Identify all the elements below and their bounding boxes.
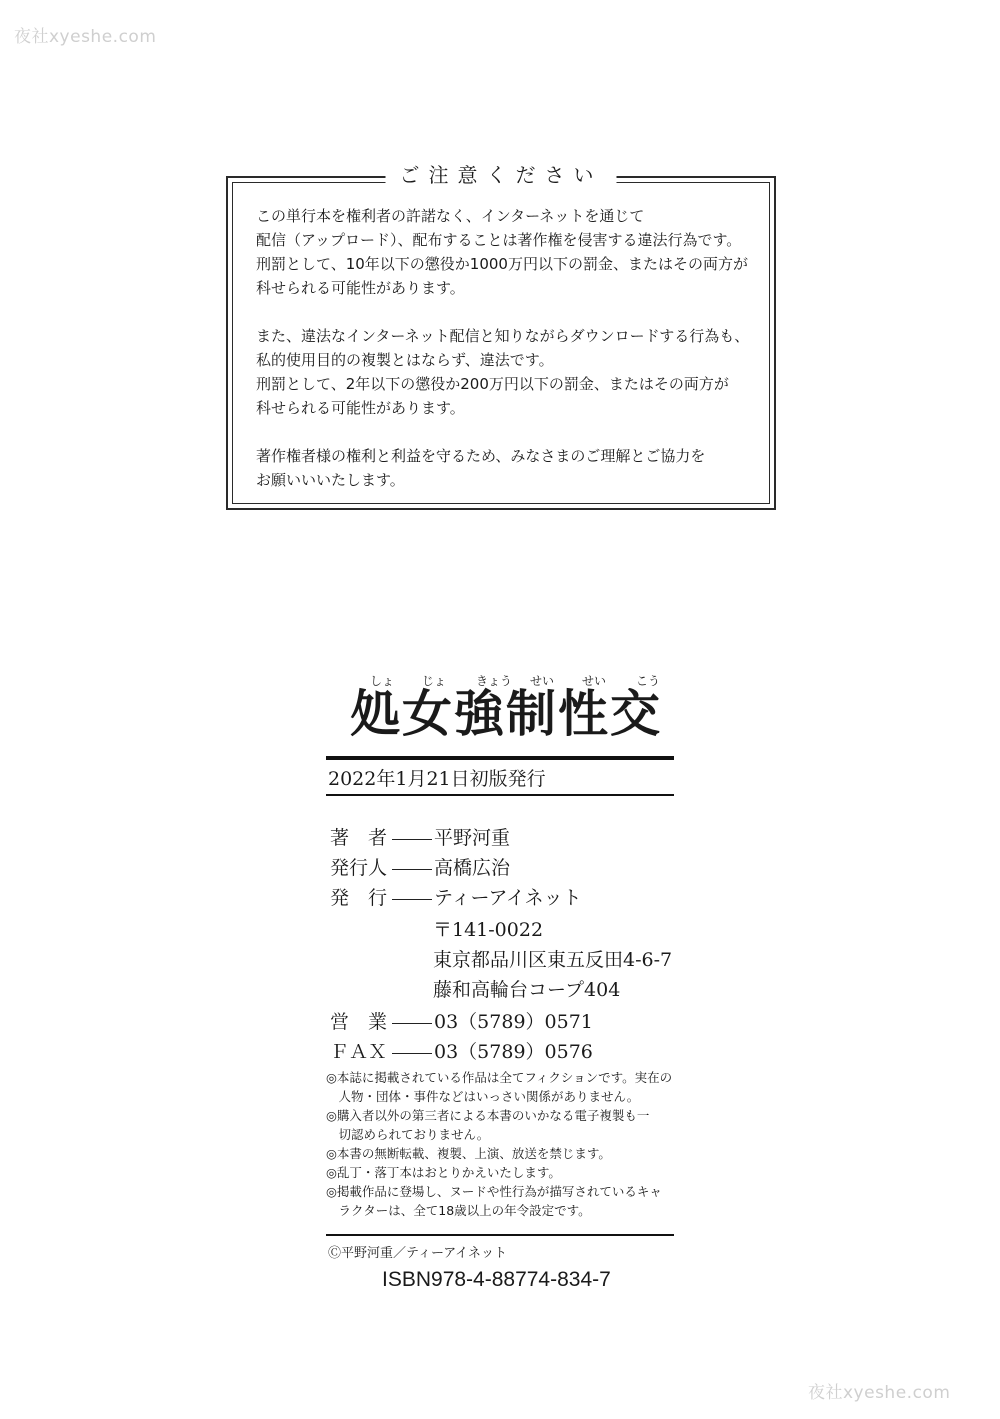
note-line: ◎本誌に掲載されている作品は全てフィクションです。実在の: [326, 1070, 673, 1085]
notice-line: 科せられる可能性があります。: [256, 279, 465, 297]
fax-row: [330, 1040, 593, 1064]
address-line-2: 藤和高輪台コープ404: [433, 979, 621, 1001]
edition-rule: [326, 794, 674, 796]
author-name: 平野河重: [434, 827, 511, 849]
address-line-1: 東京都品川区東五反田4-6-7: [433, 949, 673, 971]
sales-label: 営 業: [330, 1011, 388, 1033]
publisher-person-name: 高橋広治: [434, 857, 511, 879]
note-line: ◎購入者以外の第三者による本書のいかなる電子複製も一: [326, 1108, 650, 1123]
ruby-text: こう: [636, 674, 661, 688]
dash-line: [392, 869, 432, 870]
isbn: ISBN978-4-88774-834-7: [382, 1268, 611, 1291]
watermark-top: 夜社xyeshe.com: [14, 27, 157, 47]
watermark-bottom: 夜社xyeshe.com: [808, 1383, 951, 1403]
dash-line: [392, 1023, 432, 1024]
notice-box: [226, 163, 776, 510]
note-line: ◎掲載作品に登場し、ヌードや性行為が描写されているキャ: [326, 1184, 662, 1199]
note-line: ◎本書の無断転載、複製、上演、放送を禁じます。: [326, 1146, 611, 1161]
publisher-label: 発 行: [330, 887, 388, 909]
publisher-person-row: [330, 856, 510, 880]
notice-title: ご注意ください: [386, 163, 617, 187]
notes-rule: [326, 1234, 674, 1236]
note-line: ◎乱丁・落丁本はおとりかえいたします。: [326, 1165, 561, 1180]
notice-line: 刑罰として、2年以下の懲役か200万円以下の罰金、またはその両方が: [256, 375, 729, 393]
ruby-text: せい: [530, 674, 555, 688]
title-rule: [326, 756, 674, 760]
copyright: Ⓒ平野河重／ティーアイネット: [328, 1246, 508, 1261]
notice-line: 刑罰として、10年以下の懲役か1000万円以下の罰金、またはその両方が: [256, 255, 748, 273]
author-label: 著 者: [330, 827, 388, 849]
note-line: 人物・団体・事件などはいっさい関係がありません。: [326, 1089, 640, 1104]
dash-line: [392, 899, 432, 900]
postal-code: 〒141-0022: [433, 919, 544, 941]
publisher-person-label: 発行人: [330, 857, 388, 879]
notice-line: 著作権者様の権利と利益を守るため、みなさまのご理解とご協力を: [256, 447, 706, 465]
publisher-row: [330, 886, 582, 910]
notice-line: お願いいいたします。: [256, 471, 405, 489]
legal-notes: [326, 1068, 676, 1220]
notice-line: 科せられる可能性があります。: [256, 399, 465, 417]
notice-body: [256, 204, 756, 516]
ruby-text: しょ: [370, 674, 395, 688]
ruby-text: きょう: [476, 674, 513, 688]
notice-line: 配信（アップロード）、配布することは著作権を侵害する違法行為です。: [256, 231, 742, 249]
notice-line: この単行本を権利者の許諾なく、インターネットを通じて: [256, 207, 645, 225]
notice-paragraph-2: [256, 324, 756, 420]
dash-line: [392, 1053, 432, 1054]
fax-number: 03（5789）0576: [434, 1041, 593, 1063]
notice-line: また、違法なインターネット配信と知りながらダウンロードする行為も、: [256, 327, 750, 345]
dash-line: [392, 839, 432, 840]
book-title: 処女強制性交: [350, 684, 662, 743]
notice-paragraph-1: [256, 204, 756, 300]
author-row: [330, 826, 510, 850]
fax-label: ＦＡＸ: [330, 1041, 388, 1063]
sales-tel: 03（5789）0571: [434, 1011, 593, 1033]
notice-paragraph-3: [256, 444, 756, 492]
ruby-text: じょ: [422, 674, 447, 688]
note-line: ラクターは、全て18歳以上の年令設定です。: [326, 1203, 591, 1218]
ruby-text: せい: [582, 674, 607, 688]
sales-row: [330, 1010, 593, 1034]
edition-date: 2022年1月21日初版発行: [328, 768, 546, 790]
notice-line: 私的使用目的の複製とはならず、違法です。: [256, 351, 554, 369]
note-line: 切認められておりません。: [326, 1127, 490, 1142]
publisher-name: ティーアイネット: [434, 887, 582, 909]
